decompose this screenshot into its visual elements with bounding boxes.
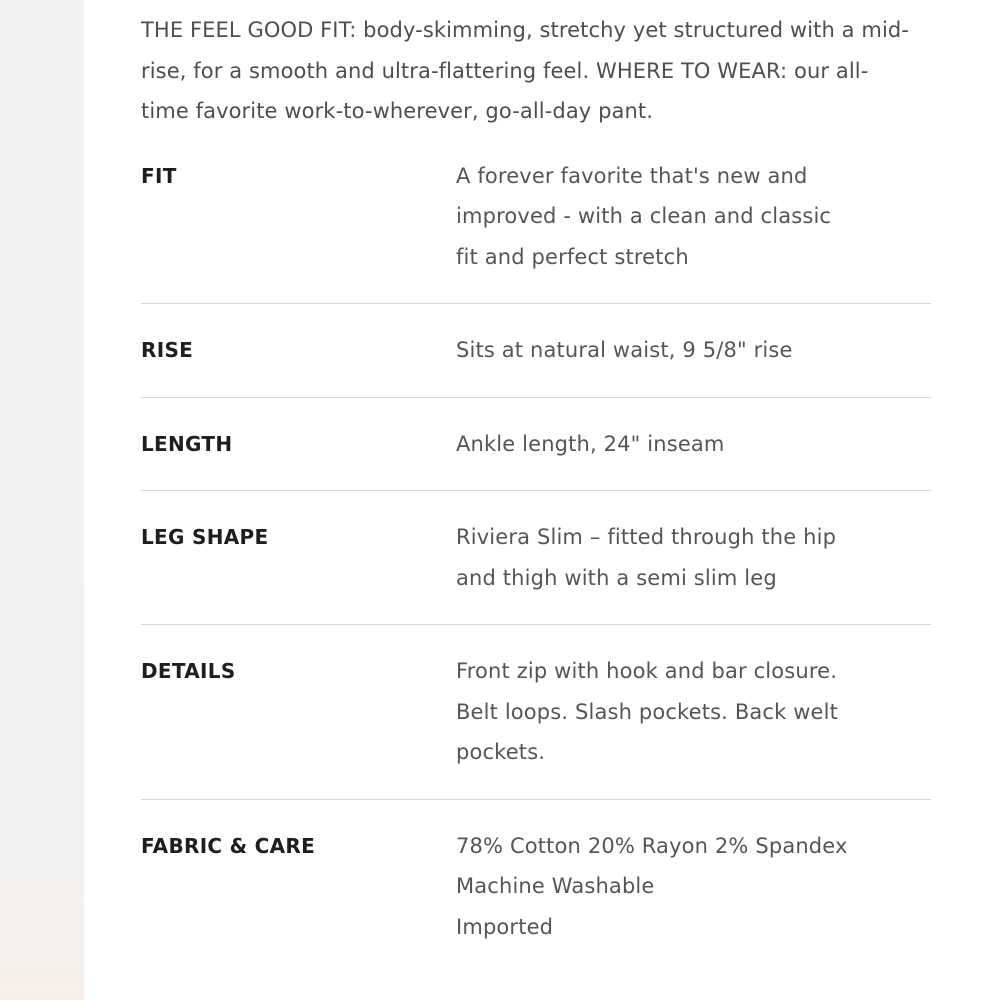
- spec-value-line: Front zip with hook and bar closure.: [456, 659, 838, 683]
- spec-value-line: pockets.: [456, 740, 546, 764]
- spec-row-details: [141, 625, 931, 800]
- spec-value-line: Machine Washable: [456, 874, 655, 898]
- spec-value-line: Belt loops. Slash pockets. Back welt: [456, 699, 838, 724]
- spec-value-line: Sits at natural waist, 9 5/8" rise: [456, 338, 793, 362]
- spec-row-fabric-care: [141, 800, 931, 948]
- spec-value-rise: [456, 330, 931, 371]
- spec-value-line: 78% Cotton 20% Rayon 2% Spandex: [456, 833, 848, 858]
- product-details-panel: [141, 10, 931, 947]
- spec-value-details: [456, 651, 931, 773]
- product-description: THE FEEL GOOD FIT: body-skimming, stretchy yet structured with a mid-rise, for a smooth and ultra-flattering feel. WHERE TO WEAR: our all-time favorite work-to-wherever, go-all-day pant.: [141, 18, 909, 123]
- spec-value-length: [456, 424, 931, 465]
- spec-row-length: [141, 398, 931, 492]
- spec-table: [141, 156, 931, 948]
- spec-label-fabric-care: FABRIC & CARE: [141, 833, 316, 858]
- spec-value-line: and thigh with a semi slim leg: [456, 565, 777, 590]
- spec-label-details: DETAILS: [141, 659, 236, 683]
- spec-value-line: improved - with a clean and classic: [456, 204, 832, 228]
- spec-label-length: LENGTH: [141, 431, 233, 456]
- spec-value-line: Ankle length, 24" inseam: [456, 431, 725, 456]
- spec-value-fabric-care: [456, 826, 931, 948]
- spec-value-line: fit and perfect stretch: [456, 244, 689, 269]
- spec-value-line: A forever favorite that's new and: [456, 163, 808, 188]
- spec-value-fit: [456, 156, 931, 278]
- spec-value-line: Imported: [456, 914, 554, 939]
- spec-label-fit: FIT: [141, 163, 177, 188]
- spec-row-fit: [141, 156, 931, 305]
- left-side-panel: [0, 0, 84, 1000]
- spec-row-rise: [141, 304, 931, 398]
- spec-value-leg-shape: [456, 517, 931, 598]
- spec-label-leg-shape: LEG SHAPE: [141, 525, 269, 549]
- spec-label-rise: RISE: [141, 338, 194, 362]
- spec-value-line: Riviera Slim – fitted through the hip: [456, 525, 837, 549]
- spec-row-leg-shape: [141, 491, 931, 625]
